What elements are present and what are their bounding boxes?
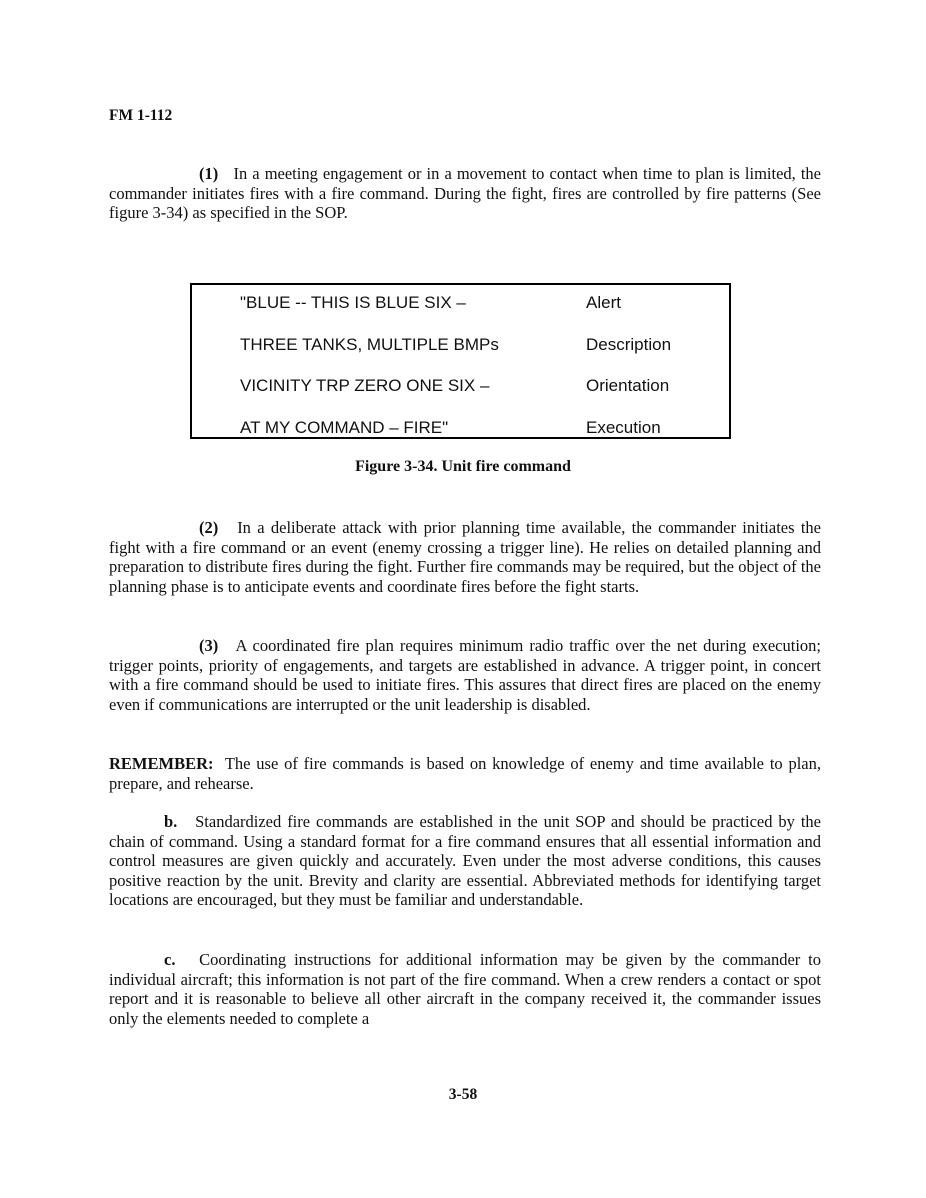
figure-element-label: Alert: [586, 293, 621, 312]
paragraph-1-label: (1): [199, 164, 219, 183]
paragraph-1-text: In a meeting engagement or in a movement to contact when time to plan is limited, the commander initiates fires with a fire command. During the fight, fires are controlled by fire patterns (See figure 3-34) as specified in the SOP.: [109, 164, 822, 223]
figure-caption: Figure 3-34. Unit fire command: [355, 458, 571, 475]
figure-element-label: Description: [586, 335, 672, 354]
paragraph-3-label: (3): [199, 636, 219, 655]
remember-text: The use of fire commands is based on knowledge of enemy and time available to plan, prepare, and rehearse.: [109, 754, 821, 793]
figure-command-text: "BLUE -- THIS IS BLUE SIX –: [240, 293, 466, 312]
paragraph-2-label: (2): [199, 518, 219, 537]
remember-label: REMEMBER:: [109, 754, 214, 773]
paragraph-c: [109, 950, 821, 1028]
fire-command-figure: [190, 283, 731, 439]
figure-row: [192, 376, 729, 400]
paragraph-b-label: b.: [164, 812, 178, 831]
paragraph-c-label: c.: [164, 950, 176, 969]
document-id: FM 1-112: [109, 107, 173, 124]
paragraph-3: [109, 636, 821, 714]
page-number: 3-58: [448, 1086, 478, 1103]
figure-command-text: AT MY COMMAND – FIRE": [240, 418, 449, 437]
paragraph-2-text: In a deliberate attack with prior planning time available, the commander initiates the fight with a fire command or an event (enemy crossing a trigger line). He relies on detailed planning and preparation to distribute fires during the fight. Further fire commands may be required, but the object of the planning phase is to anticipate events and coordinate fires before the fight starts.: [109, 518, 821, 596]
paragraph-b: [109, 812, 821, 910]
paragraph-1: [109, 164, 821, 223]
figure-element-label: Execution: [586, 418, 661, 437]
paragraph-3-text: A coordinated fire plan requires minimum radio traffic over the net during execution; trigger points, priority of engagements, and targets are established in advance. A trigger point, in concert with a fire command should be used to initiate fires. This assures that direct fires are placed on the enemy even if communications are interrupted or the unit leadership is disabled.: [109, 636, 821, 714]
figure-row: [192, 293, 729, 317]
figure-command-text: THREE TANKS, MULTIPLE BMPs: [240, 335, 499, 354]
figure-element-label: Orientation: [586, 376, 670, 395]
paragraph-c-text: Coordinating instructions for additional information may be given by the commander to individual aircraft; this information is not part of the fire command. When a crew renders a contact or spot report and it is reasonable to believe all other aircraft in the company received it, the commander issues only the elements needed to complete a: [109, 950, 822, 1028]
figure-row: [192, 335, 729, 359]
figure-row: [192, 418, 729, 442]
paragraph-b-text: Standardized fire commands are established in the unit SOP and should be practiced by the chain of command. Using a standard format for a fire command ensures that all essential information and control measures are given quickly and accurately. Even under the most adverse conditions, this causes positive reaction by the unit. Brevity and clarity are essential. Abbreviated methods for identifying target locations are encouraged, but they must be familiar and understandable.: [109, 812, 822, 910]
paragraph-2: [109, 518, 821, 596]
remember-note: [109, 754, 821, 793]
figure-command-text: VICINITY TRP ZERO ONE SIX –: [240, 376, 490, 395]
